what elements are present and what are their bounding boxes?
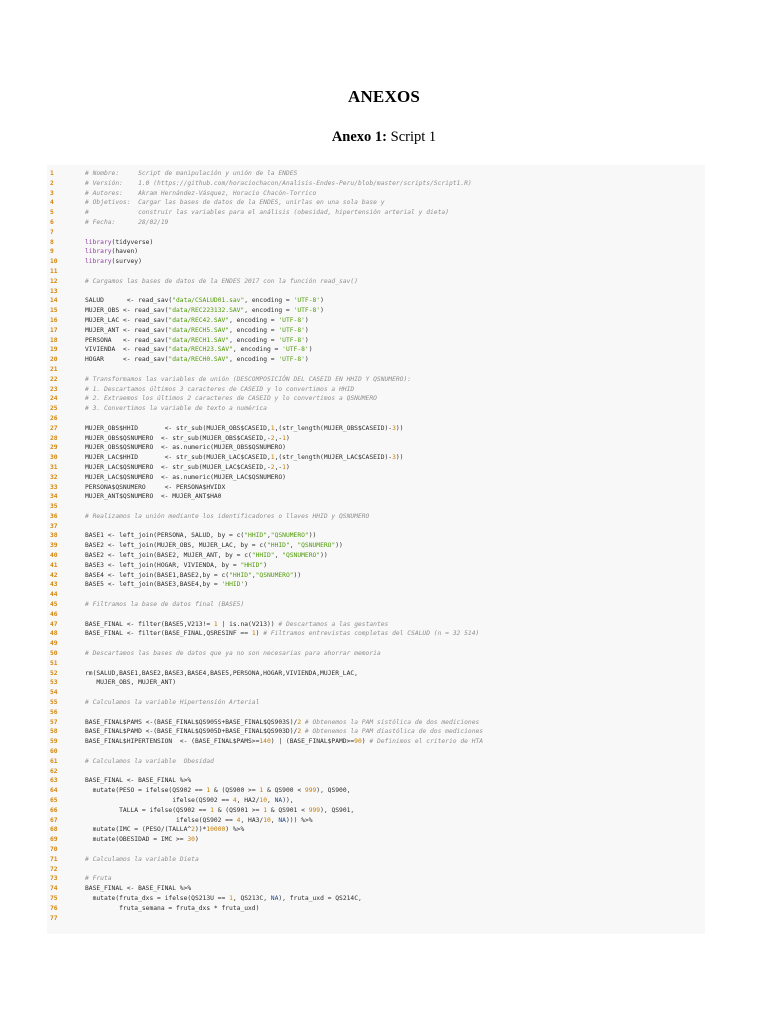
line-number: 50 bbox=[50, 650, 58, 658]
code-line bbox=[47, 385, 705, 395]
line-number: 28 bbox=[50, 434, 58, 442]
code-text: MUJER_LAC <- read_sav("data/REC42.SAV", encoding = 'UTF-8') bbox=[85, 316, 309, 324]
code-line bbox=[47, 512, 705, 522]
line-number: 23 bbox=[50, 385, 58, 393]
code-text: BASE_FINAL <- BASE_FINAL %>% bbox=[85, 777, 192, 785]
line-number: 59 bbox=[50, 738, 58, 746]
code-text: BASE_FINAL$PAMD <-(BASE_FINAL$QS905D+BASE_FINAL$QS903D)/2 # Obtenemos la PAM diastólica de dos mediciones bbox=[85, 728, 484, 736]
code-text: BASE_FINAL$HIPERTENSION <- (BASE_FINAL$PAMS>=140) | (BASE_FINAL$PAMD>=90) # Definimos el criterio de HTA bbox=[85, 738, 484, 746]
code-line bbox=[47, 747, 705, 757]
code-line bbox=[47, 590, 705, 600]
code-line bbox=[47, 189, 705, 199]
line-number: 12 bbox=[50, 277, 58, 285]
code-text: # 1. Descartamos últimos 3 caracteres de CASEID y lo convertimos a HHID bbox=[85, 385, 355, 393]
code-text: # Calculamos la variable Dieta bbox=[85, 855, 199, 863]
code-text: # Autores: Akram Hernández-Vásquez, Horacio Chacón-Torrico bbox=[85, 189, 317, 197]
code-line bbox=[47, 914, 705, 924]
code-text: # 2. Extraemos los últimos 2 caracteres de CASEID y lo convertimos a QSNUMERO bbox=[85, 395, 377, 403]
code-text: BASE2 <- left_join(BASE2, MUJER_ANT, by = c("HHID", "QSNUMERO")) bbox=[85, 552, 328, 560]
line-number: 76 bbox=[50, 904, 58, 912]
code-line bbox=[47, 649, 705, 659]
code-text: BASE5 <- left_join(BASE3,BASE4,by = 'HHID') bbox=[85, 581, 249, 589]
line-number: 13 bbox=[50, 287, 58, 295]
line-number: 74 bbox=[50, 885, 58, 893]
code-line bbox=[47, 345, 705, 355]
line-number: 20 bbox=[50, 356, 58, 364]
code-text: MUJER_ANT$QSNUMERO <- MUJER_ANT$HA0 bbox=[85, 493, 222, 501]
code-text: BASE1 <- left_join(PERSONA, SALUD, by = c("HHID","QSNUMERO")) bbox=[85, 532, 317, 540]
code-line bbox=[47, 179, 705, 189]
code-text: HOGAR <- read_sav("data/RECH0.SAV", encoding = 'UTF-8') bbox=[85, 356, 309, 364]
line-number: 6 bbox=[50, 218, 54, 226]
line-number: 34 bbox=[50, 493, 58, 501]
code-line bbox=[47, 257, 705, 267]
code-text: mutate(OBESIDAD = IMC >= 30) bbox=[85, 836, 199, 844]
code-line bbox=[47, 845, 705, 855]
line-number: 24 bbox=[50, 395, 58, 403]
code-line bbox=[47, 522, 705, 532]
line-number: 14 bbox=[50, 297, 58, 305]
code-text: fruta_semana = fruta_dxs * fruta_uxd) bbox=[85, 904, 260, 912]
line-number: 60 bbox=[50, 748, 58, 756]
code-line bbox=[47, 355, 705, 365]
code-line bbox=[47, 414, 705, 424]
line-number: 53 bbox=[50, 679, 58, 687]
code-text: MUJER_LAC$QSNUMERO <- str_sub(MUJER_LAC$CASEID,-2,-1) bbox=[85, 463, 290, 471]
line-number: 55 bbox=[50, 699, 58, 707]
code-line bbox=[47, 463, 705, 473]
code-text: # Objetivos: Cargar las bases de datos de la ENDES, unirlas en una sola base y bbox=[85, 199, 385, 207]
code-line bbox=[47, 169, 705, 179]
code-line bbox=[47, 326, 705, 336]
line-number: 17 bbox=[50, 326, 58, 334]
code-line bbox=[47, 228, 705, 238]
line-number: 48 bbox=[50, 630, 58, 638]
code-text: # Calculamos la variable Hipertensión Arterial bbox=[85, 699, 260, 707]
code-line bbox=[47, 698, 705, 708]
code-line bbox=[47, 904, 705, 914]
code-line bbox=[47, 855, 705, 865]
code-line bbox=[47, 473, 705, 483]
code-line bbox=[47, 659, 705, 669]
line-number: 51 bbox=[50, 659, 58, 667]
code-text: BASE_FINAL <- filter(BASE_FINAL,QSRESINF == 1) # Filtramos entrevistas completas del CSALUD (n = 32 514) bbox=[85, 630, 480, 638]
code-line bbox=[47, 816, 705, 826]
line-number: 52 bbox=[50, 669, 58, 677]
line-number: 42 bbox=[50, 571, 58, 579]
code-text: # 3. Convertimos la variable de texto a numérica bbox=[85, 405, 267, 413]
code-text: mutate(IMC = (PESO/(TALLA^2))*10000) %>% bbox=[85, 826, 245, 834]
line-number: 19 bbox=[50, 346, 58, 354]
line-number: 58 bbox=[50, 728, 58, 736]
code-line bbox=[47, 287, 705, 297]
code-text: MUJER_OBS, MUJER_ANT) bbox=[85, 679, 176, 687]
line-number: 68 bbox=[50, 826, 58, 834]
code-line bbox=[47, 551, 705, 561]
code-line bbox=[47, 316, 705, 326]
page-heading: ANEXOS bbox=[347, 87, 421, 106]
line-number: 15 bbox=[50, 307, 58, 315]
line-number: 26 bbox=[50, 414, 58, 422]
code-text: SALUD <- read_sav("data/CSALUD01.sav", encoding = 'UTF-8') bbox=[85, 297, 324, 305]
code-line bbox=[47, 453, 705, 463]
code-text: # Filtramos la base de datos final (BASE5) bbox=[85, 601, 245, 609]
line-number: 30 bbox=[50, 454, 58, 462]
code-line bbox=[47, 718, 705, 728]
code-text: MUJER_LAC$QSNUMERO <- as.numeric(MUJER_LAC$QSNUMERO) bbox=[85, 473, 286, 481]
code-text: # Versión: 1.0 (https://github.com/horaciochacon/Analisis-Endes-Peru/blob/master/scripts/Script1.R) bbox=[85, 179, 472, 187]
code-line bbox=[47, 669, 705, 679]
line-number: 22 bbox=[50, 375, 58, 383]
code-line bbox=[47, 296, 705, 306]
code-line bbox=[47, 434, 705, 444]
line-number: 2 bbox=[50, 179, 54, 187]
line-number: 35 bbox=[50, 503, 58, 511]
code-line bbox=[47, 571, 705, 581]
code-text: # construir las variables para el análisis (obesidad, hipertensión arterial y dieta) bbox=[85, 209, 449, 217]
code-line bbox=[47, 678, 705, 688]
line-number: 41 bbox=[50, 561, 58, 569]
line-number: 9 bbox=[50, 248, 54, 256]
code-text: MUJER_LAC$HHID <- str_sub(MUJER_LAC$CASEID,1,(str_length(MUJER_LAC$CASEID)-3)) bbox=[85, 454, 404, 462]
code-line bbox=[47, 610, 705, 620]
code-line bbox=[47, 865, 705, 875]
code-line bbox=[47, 443, 705, 453]
annex-name: Script 1 bbox=[390, 129, 437, 145]
code-line bbox=[47, 600, 705, 610]
code-text: PERSONA <- read_sav("data/RECH1.SAV", encoding = 'UTF-8') bbox=[85, 336, 309, 344]
code-text: BASE_FINAL <- filter(BASE5,V213!= 1 | is.na(V213)) # Descartamos a las gestantes bbox=[85, 620, 389, 628]
code-line bbox=[47, 394, 705, 404]
code-text: mutate(fruta_dxs = ifelse(QS213U == 1, QS213C, NA), fruta_uxd = QS214C, bbox=[85, 894, 362, 902]
code-text: PERSONA$QSNUMERO <- PERSONA$HVIDX bbox=[85, 483, 226, 491]
line-number: 31 bbox=[50, 463, 58, 471]
code-line bbox=[47, 786, 705, 796]
line-number: 69 bbox=[50, 836, 58, 844]
line-number: 64 bbox=[50, 787, 58, 795]
code-line bbox=[47, 238, 705, 248]
code-line bbox=[47, 737, 705, 747]
code-line bbox=[47, 365, 705, 375]
code-text: mutate(PESO = ifelse(QS902 == 1 & (QS900 >= 1 & QS900 < 999), QS900, bbox=[85, 787, 351, 795]
code-line bbox=[47, 424, 705, 434]
line-number: 36 bbox=[50, 512, 58, 520]
line-number: 40 bbox=[50, 552, 58, 560]
code-text: MUJER_OBS$QSNUMERO <- str_sub(MUJER_OBS$CASEID,-2,-1) bbox=[85, 434, 290, 442]
line-number: 16 bbox=[50, 316, 58, 324]
annex-label: Anexo 1: bbox=[331, 129, 388, 145]
code-text: BASE2 <- left_join(MUJER_OBS, MUJER_LAC, by = c("HHID", "QSNUMERO")) bbox=[85, 542, 343, 550]
line-number: 44 bbox=[50, 591, 58, 599]
code-text: MUJER_OBS <- read_sav("data/REC223132.SAV", encoding = 'UTF-8') bbox=[85, 307, 324, 315]
line-number: 4 bbox=[50, 199, 54, 207]
code-text: # Fruta bbox=[85, 875, 112, 883]
code-text: library(survey) bbox=[85, 258, 142, 266]
line-number: 67 bbox=[50, 816, 58, 824]
line-number: 11 bbox=[50, 267, 58, 275]
code-line bbox=[47, 629, 705, 639]
code-block bbox=[47, 165, 705, 934]
code-text: TALLA = ifelse(QS902 == 1 & (QS901 >= 1 & QS901 < 999), QS901, bbox=[85, 806, 355, 814]
code-line bbox=[47, 208, 705, 218]
line-number: 62 bbox=[50, 767, 58, 775]
code-line bbox=[47, 884, 705, 894]
code-line bbox=[47, 336, 705, 346]
line-number: 8 bbox=[50, 238, 54, 246]
code-text: # Fecha: 28/02/19 bbox=[85, 218, 169, 226]
code-line bbox=[47, 247, 705, 257]
code-line bbox=[47, 894, 705, 904]
line-number: 56 bbox=[50, 708, 58, 716]
code-line bbox=[47, 757, 705, 767]
code-line bbox=[47, 776, 705, 786]
code-text: ifelse(QS902 == 4, HA3/10, NA))) %>% bbox=[85, 816, 313, 824]
code-text: library(haven) bbox=[85, 248, 139, 256]
code-text: ifelse(QS902 == 4, HA2/10, NA)), bbox=[85, 797, 294, 804]
code-text: BASE_FINAL <- BASE_FINAL %>% bbox=[85, 885, 192, 893]
code-line bbox=[47, 541, 705, 551]
line-number: 49 bbox=[50, 640, 58, 648]
code-line bbox=[47, 806, 705, 816]
line-number: 10 bbox=[50, 258, 58, 266]
code-line bbox=[47, 267, 705, 277]
code-text: # Cargamos las bases de datos de la ENDES 2017 con la función read_sav() bbox=[85, 277, 358, 285]
line-number: 43 bbox=[50, 581, 58, 589]
line-number: 63 bbox=[50, 777, 58, 785]
code-text: MUJER_ANT <- read_sav("data/RECH5.SAV", encoding = 'UTF-8') bbox=[85, 326, 309, 334]
line-number: 18 bbox=[50, 336, 58, 344]
code-line bbox=[47, 767, 705, 777]
line-number: 45 bbox=[50, 601, 58, 609]
line-number: 73 bbox=[50, 875, 58, 883]
code-text: library(tidyverse) bbox=[85, 238, 154, 246]
code-line bbox=[47, 492, 705, 502]
line-number: 75 bbox=[50, 894, 58, 902]
line-number: 57 bbox=[50, 718, 58, 726]
line-number: 72 bbox=[50, 865, 58, 873]
code-line bbox=[47, 620, 705, 630]
line-number: 66 bbox=[50, 806, 58, 814]
line-number: 27 bbox=[50, 424, 58, 432]
line-number: 47 bbox=[50, 620, 58, 628]
code-line bbox=[47, 375, 705, 385]
code-line bbox=[47, 404, 705, 414]
code-lines bbox=[47, 169, 705, 923]
code-text: MUJER_OBS$QSNUMERO <- as.numeric(MUJER_OBS$QSNUMERO) bbox=[85, 444, 286, 452]
line-number: 61 bbox=[50, 757, 58, 765]
code-text: rm(SALUD,BASE1,BASE2,BASE3,BASE4,BASE5,PERSONA,HOGAR,VIVIENDA,MUJER_LAC, bbox=[85, 669, 358, 677]
code-text: # Realizamos la unión mediante los identificadores o llaves HHID y QSNUMERO bbox=[85, 512, 370, 520]
code-line bbox=[47, 198, 705, 208]
line-number: 7 bbox=[50, 228, 54, 236]
line-number: 65 bbox=[50, 797, 58, 804]
code-line bbox=[47, 218, 705, 228]
line-number: 1 bbox=[50, 170, 54, 177]
line-number: 5 bbox=[50, 209, 54, 217]
line-number: 29 bbox=[50, 444, 58, 452]
line-number: 39 bbox=[50, 542, 58, 550]
line-number: 77 bbox=[50, 914, 58, 922]
line-number: 3 bbox=[50, 189, 54, 197]
code-line bbox=[47, 561, 705, 571]
code-line bbox=[47, 835, 705, 845]
code-line bbox=[47, 639, 705, 649]
code-line bbox=[47, 483, 705, 493]
code-text: # Descartamos las bases de datos que ya no son necesarias para ahorrar memoria bbox=[85, 650, 381, 658]
code-text: # Calculamos la variable Obesidad bbox=[85, 757, 214, 765]
code-text: # Transformamos las variables de unión (DESCOMPOSICIÓN DEL CASEID EN HHID Y QSNUMERO): bbox=[85, 375, 412, 383]
line-number: 70 bbox=[50, 845, 58, 853]
code-line bbox=[47, 688, 705, 698]
code-text: VIVIENDA <- read_sav("data/RECH23.SAV", encoding = 'UTF-8') bbox=[85, 346, 313, 354]
code-line bbox=[47, 502, 705, 512]
code-line bbox=[47, 306, 705, 316]
line-number: 46 bbox=[50, 610, 58, 618]
line-number: 25 bbox=[50, 405, 58, 413]
code-line bbox=[47, 580, 705, 590]
line-number: 37 bbox=[50, 522, 58, 530]
annex-title bbox=[0, 129, 768, 146]
line-number: 33 bbox=[50, 483, 58, 491]
code-text: MUJER_OBS$HHID <- str_sub(MUJER_OBS$CASEID,1,(str_length(MUJER_OBS$CASEID)-3)) bbox=[85, 424, 404, 432]
line-number: 32 bbox=[50, 473, 58, 481]
code-line bbox=[47, 531, 705, 541]
line-number: 38 bbox=[50, 532, 58, 540]
line-number: 71 bbox=[50, 855, 58, 863]
code-line bbox=[47, 874, 705, 884]
code-line bbox=[47, 277, 705, 287]
code-line bbox=[47, 727, 705, 737]
code-text: BASE3 <- left_join(HOGAR, VIVIENDA, by = "HHID") bbox=[85, 561, 267, 569]
code-line bbox=[47, 825, 705, 835]
line-number: 54 bbox=[50, 689, 58, 697]
code-text: # Nombre: Script de manipulación y unión de la ENDES bbox=[85, 170, 298, 177]
code-text: BASE_FINAL$PAMS <-(BASE_FINAL$QS905S+BASE_FINAL$QS903S)/2 # Obtenemos la PAM sistólica de dos mediciones bbox=[85, 718, 480, 726]
code-text: BASE4 <- left_join(BASE1,BASE2,by = c("HHID","QSNUMERO")) bbox=[85, 571, 302, 579]
code-line bbox=[47, 708, 705, 718]
line-number: 21 bbox=[50, 365, 58, 373]
code-line bbox=[47, 796, 705, 806]
